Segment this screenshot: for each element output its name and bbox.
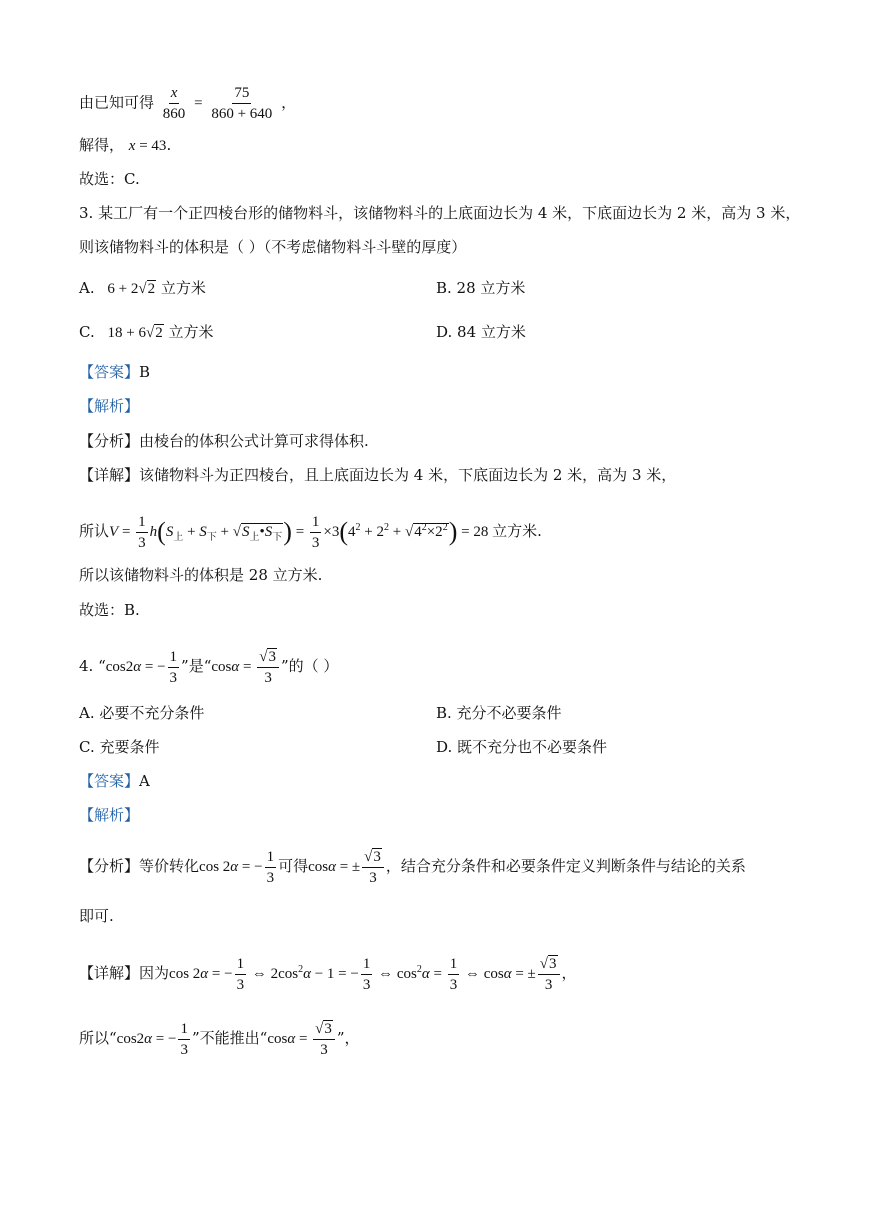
- q4-last-line: 所以“cos2α = − $\frac{1}{3}$ ”不能推出“cosα = $\frac{√3}{3}$ ”，: [79, 1020, 360, 1058]
- q3-choose: 故选：B.: [79, 601, 140, 619]
- q4-option-d: D. 既不充分也不必要条件: [436, 738, 608, 756]
- q4-answer: 【答案】A: [79, 772, 150, 790]
- q3-option-a: A. 6 + 2√2 立方米: [79, 279, 206, 297]
- q4-option-c: C. 充要条件: [79, 738, 160, 756]
- q4-option-a: A. 必要不充分条件: [79, 704, 205, 722]
- q3-fenxi: 【分析】由棱台的体积公式计算可求得体积.: [79, 432, 369, 450]
- q4-analysis-tag: 【解析】: [79, 806, 140, 824]
- q3-option-b: B. 28 立方米: [436, 279, 526, 297]
- q3-conclusion: 所以该储物料斗的体积是 28 立方米.: [79, 566, 323, 584]
- q3-option-d: D. 84 立方米: [436, 323, 526, 341]
- q4-xiangjie: 【详解】因为cos 2α = − $\frac{1}{3}$ ⇔ $2\cos^2\alpha - 1$ = − $\frac{1}{3}$ ⇔ $\cos^2\alpha$ = $\frac{1}{3}$ ⇔ cosα = ± $\frac{√3}{3}$ ，: [79, 955, 577, 993]
- fraction-75-1500: $\frac{75}{860 + 640}$: [211, 85, 273, 122]
- prev-line-3: 故选：C.: [79, 170, 140, 188]
- q4-fenxi: 【分析】等价转化cos 2α = − $\frac{1}{3}$ 可得cosα = ± $\frac{√3}{3}$ ，结合充分条件和必要条件定义判断条件与结论的关系: [79, 848, 746, 886]
- q3-analysis-tag: 【解析】: [79, 397, 140, 415]
- q3-stem-2: 则该储物料斗的体积是（ ）（不考虑储物料斗斗壁的厚度）: [79, 238, 467, 256]
- prev-line-1: 由已知可得 $\frac{x}{860}$ = $\frac{75}{860 + 640}$ ，: [79, 85, 297, 122]
- q3-xiangjie: 【详解】该储物料斗为正四棱台，且上底面边长为 4 米，下底面边长为 2 米，高为 3 米，: [79, 466, 677, 484]
- q3-answer: 【答案】B: [79, 363, 151, 381]
- q3-option-c: C. 18 + 6√2 立方米: [79, 323, 214, 341]
- q4-fenxi-end: 即可.: [79, 907, 114, 925]
- q4-option-b: B. 充分不必要条件: [436, 704, 562, 722]
- q3-stem-1: 3. 某工厂有一个正四棱台形的储物料斗，该储物料斗的上底面边长为 4 米，下底面边长为 2 米，高为 3 米，: [79, 204, 801, 222]
- q4-stem: 4. “cos2α = − $\frac{1}{3}$ ”是“cosα = $\frac{√3}{3}$ ”的（ ）: [79, 648, 339, 686]
- q3-volume-formula: 所认V = $\frac{1}{3}$ $h(S_上 + S_下$ + $√S_上•S_下$) = $\frac{1}{3}$ $\times 3(4^2 + 2^2 + √4^2\times 2^2) = 28$ 立方米.: [79, 513, 542, 551]
- prev-line-2: 解得， x = 43.: [79, 136, 172, 154]
- fraction-x-860: $\frac{x}{860}$: [162, 85, 186, 122]
